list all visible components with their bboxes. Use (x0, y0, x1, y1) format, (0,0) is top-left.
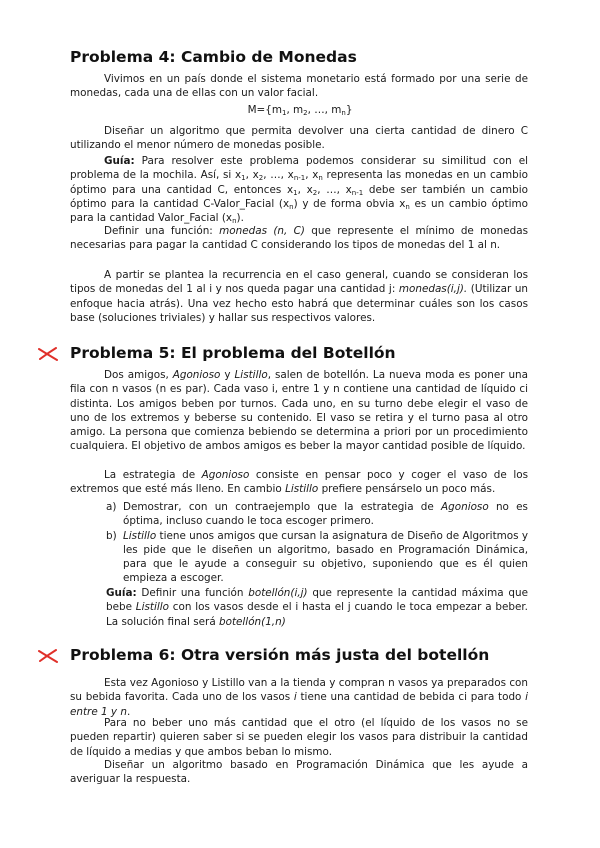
problem-4-title: Problema 4: Cambio de Monedas (70, 48, 357, 66)
p4-guia-label: Guía: (104, 155, 135, 167)
p4-paragraph-4: A partir se plantea la recurrencia en el caso general, cuando se consideran los tipos de monedas del 1 al i y nos queda pagar una cantidad j: monedas(i,j). (Utilizar un enfoque hacia atrás). Una vez hecho esto habrá que determinar cuáles son los casos base (soluciones triviales) y hallar sus respectivos valores. (70, 269, 528, 324)
p4-function-monedas: monedas (n, C) (219, 225, 305, 237)
problem-6-title: Problema 6: Otra versión más justa del botellón (70, 646, 490, 664)
p4-formula: $M=\{m_1$, $m_2$, …, $m_n$} (247, 104, 353, 117)
p4-guia: Guía: Para resolver este problema podemos considerar su similitud con el problema de la mochila. Así, si $x_1$, $x_2$, …, $x_{n-1}$, $x_n$ representa las monedas en un cambio óptimo para una cantidad C, entonces $x_1$, $x_2$, …, $x_{n-1}$ debe ser también un cambio óptimo para la cantidad C-Valor_Facial $(x_n)$ y de forma obvia $x_n$ es un cambio óptimo para la cantidad Valor_Facial $(x_n)$. (70, 155, 528, 226)
p6-paragraph-2: Para no beber uno más cantidad que el otro (el líquido de los vasos no se pueden repartir) quieren saber si se pueden elegir los vasos para distribuir la cantidad de líquido a medias y que ambos beban lo mismo. (70, 717, 528, 758)
list-item: b) Listillo tiene unos amigos que cursan la asignatura de Diseño de Algoritmos y les pide que le diseñen un algoritmo, basado en Programación Dinámica, para que le ayude a conseguir su objetivo, suponiendo que es él quien empieza a escoger. (106, 529, 528, 585)
p6-paragraph-3: Diseñar un algoritmo basado en Programación Dinámica que les ayude a averiguar la respuesta. (70, 759, 528, 786)
p4-paragraph-1: Vivimos en un país donde el sistema monetario está formado por una serie de monedas, cada una de ellas con un valor facial. (70, 73, 528, 100)
p5-guia: Guía: Definir una función botellón(i,j) que represente la cantidad máxima que bebe Listillo con los vasos desde el i hasta el j cuando le toca empezar a beber. La solución final será botellón(1,n) (106, 587, 528, 628)
p4-paragraph-2: Diseñar un algoritmo que permita devolver una cierta cantidad de dinero C utilizando el menor número de monedas posible. (70, 125, 528, 152)
p4-paragraph-3: Definir una función: monedas (n, C) que represente el mínimo de monedas necesarias para pagar la cantidad C considerando los tipos de monedas del 1 al n. (70, 225, 528, 252)
p5-paragraph-1: Dos amigos, Agonioso y Listillo, salen de botellón. La nueva moda es poner una fila con n vasos (n es par). Cada vaso i, entre 1 y n contiene una cantidad de líquido ci distinta. Los amigos beben por turnos. Cada uno, en su turno debe elegir el vaso de uno de los extremos y beberse su contenido. El vaso se retira y el turno pasa al otro amigo. La persona que comienza bebiendo se determina a priori por un procedimiento cualquiera. El objetivo de ambos amigos es beber la mayor cantidad posible de líquido. (70, 369, 528, 453)
p6-paragraph-1: Esta vez Agonioso y Listillo van a la tienda y compran n vasos ya preparados con su bebida favorita. Cada uno de los vasos i tiene una cantidad de bebida ci para todo i entre 1 y n. (70, 677, 528, 718)
p5-task-list (106, 500, 528, 586)
problem-5-title: Problema 5: El problema del Botellón (70, 344, 396, 362)
list-item: a) Demostrar, con un contraejemplo que la estrategia de Agonioso no es óptima, incluso cuando le toca escoger primero. (106, 501, 528, 528)
cross-mark-icon (38, 346, 58, 362)
p4-function-monedas-ij: monedas(i,j). (398, 283, 468, 296)
p5-paragraph-2: La estrategia de Agonioso consiste en pensar poco y coger el vaso de los extremos que esté más lleno. En cambio Listillo prefiere pensárselo un poco más. (70, 469, 529, 496)
cross-mark-icon (38, 648, 58, 664)
